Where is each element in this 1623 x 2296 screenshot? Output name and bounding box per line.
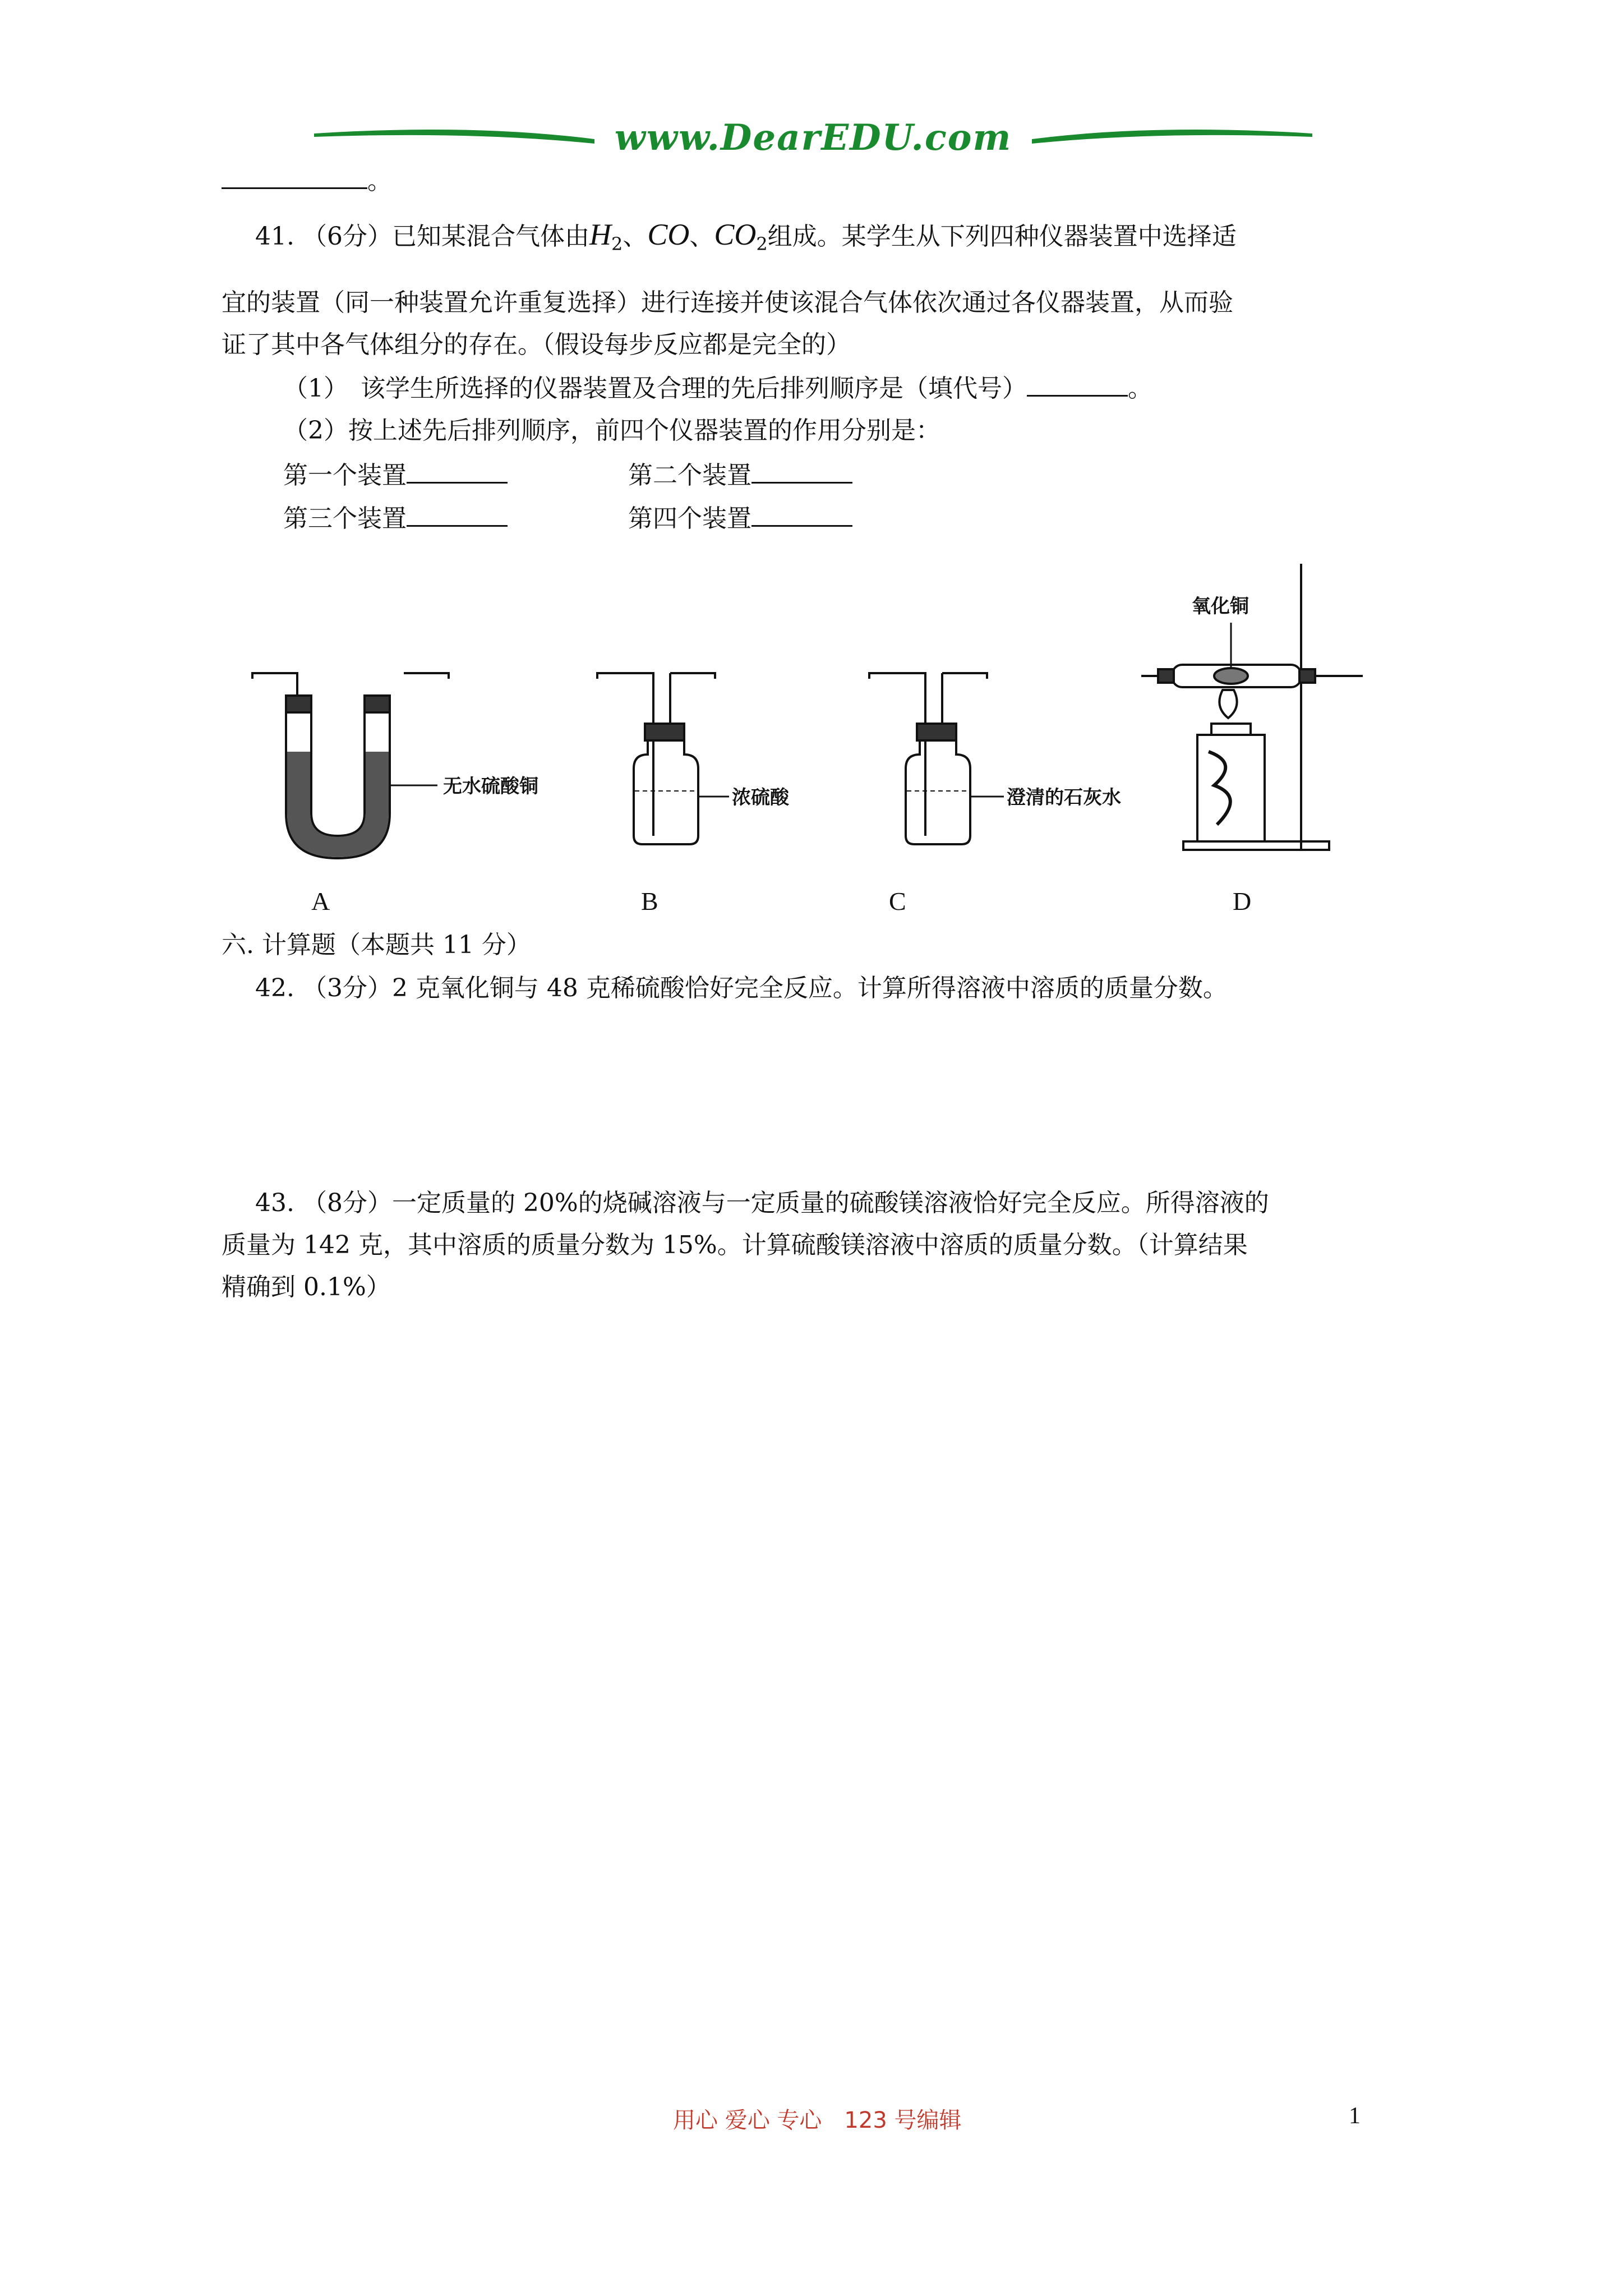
q41-sub1: （1） 该学生所选择的仪器装置及合理的先后排列顺序是（填代号） 。 xyxy=(283,370,1152,406)
device2-row: 第二个装置 xyxy=(628,457,852,493)
label-copper-oxide: 氧化铜 xyxy=(1192,595,1249,618)
header-banner xyxy=(303,112,1324,163)
q41-line3: 证了其中各气体组分的存在。（假设每步反应都是完全的） xyxy=(222,330,851,359)
wash-bottle-b xyxy=(597,673,729,844)
letter-b: B xyxy=(641,887,658,915)
device2-blank[interactable] xyxy=(751,457,852,484)
answer-blank[interactable] xyxy=(222,163,367,189)
wash-bottle-c xyxy=(869,673,1004,844)
top-fragment: 。 xyxy=(222,163,392,198)
sequence-blank[interactable] xyxy=(1027,370,1128,397)
label-conc-sulfuric-acid: 浓硫酸 xyxy=(732,786,789,809)
letter-c: C xyxy=(889,887,906,915)
device1-blank[interactable] xyxy=(407,457,508,484)
q43-line2: 质量为 142 克，其中溶质的质量分数为 15%。计算硫酸镁溶液中溶质的质量分数。（计算结果 xyxy=(222,1231,1248,1259)
apparatus-figure xyxy=(236,561,1413,875)
page-number: 1 xyxy=(1349,2103,1361,2129)
q41-sub2: （2）按上述先后排列顺序，前四个仪器装置的作用分别是： xyxy=(283,416,940,445)
device1-row: 第一个装置 xyxy=(283,457,508,493)
letter-a: A xyxy=(311,887,330,915)
combustion-tube-apparatus xyxy=(1141,564,1363,850)
device3-blank[interactable] xyxy=(407,500,508,527)
device4-blank[interactable] xyxy=(751,500,852,527)
q43-line3: 精确到 0.1%） xyxy=(222,1273,391,1301)
site-url: www.DearEDU.com xyxy=(614,117,1012,159)
device4-row: 第四个装置 xyxy=(628,500,852,536)
u-tube-apparatus xyxy=(252,673,449,858)
q43-line1: 43. （8分）一定质量的 20%的烧碱溶液与一定质量的硫酸镁溶液恰好完全反应。所得溶液的 xyxy=(255,1189,1269,1217)
footer-slogan: 用心 爱心 专心 123 号编辑 xyxy=(673,2108,962,2133)
q42-text: 42. （3分）2 克氧化铜与 48 克稀硫酸恰好完全反应。计算所得溶液中溶质的质量分数。 xyxy=(255,974,1228,1002)
q41-line2: 宜的装置（同一种装置允许重复选择）进行连接并使该混合气体依次通过各仪器装置，从而验 xyxy=(222,288,1233,317)
device3-row: 第三个装置 xyxy=(283,500,508,536)
letter-d: D xyxy=(1233,887,1252,915)
section6-title: 六. 计算题（本题共 11 分） xyxy=(222,931,531,959)
q41-line1: 41. （6分）已知某混合气体由$H_2$、CO、$CO_2$组成。某学生从下列四种仪器装置中选择适 xyxy=(255,218,1237,255)
label-anhydrous-copper-sulfate: 无水硫酸铜 xyxy=(443,775,538,798)
label-limewater: 澄清的石灰水 xyxy=(1007,786,1121,809)
